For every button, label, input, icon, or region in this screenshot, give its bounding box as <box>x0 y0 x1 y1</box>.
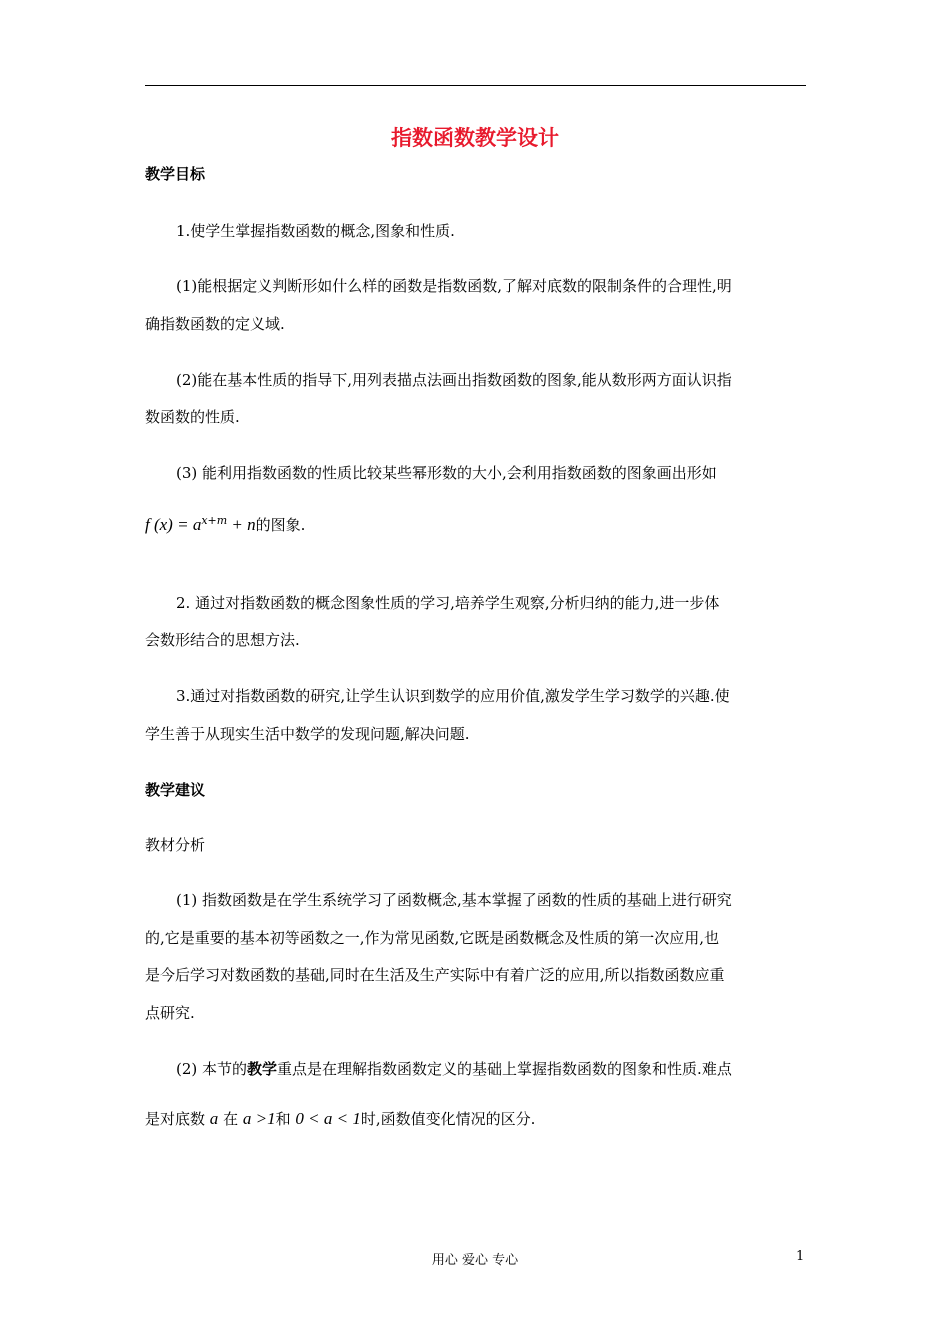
goal-2-line-1: 2. 通过对指数函数的概念图象性质的学习,培养学生观察,分析归纳的能力,进一步体 <box>176 594 720 612</box>
formula-tail: 的图象. <box>255 516 306 534</box>
formula-line <box>145 514 305 535</box>
analysis-2-text-4: 时,函数值变化情况的区分. <box>360 1110 536 1128</box>
page-footer: 用心 爱心 专心 <box>431 1253 519 1268</box>
page-number: 1 <box>796 1249 805 1264</box>
analysis-2-line-2 <box>145 1108 535 1129</box>
goal-2-line-2: 会数形结合的思想方法. <box>145 631 300 649</box>
analysis-1-line-2: 的,它是重要的基本初等函数之一,作为常见函数,它既是函数概念及性质的第一次应用,也 <box>145 929 720 947</box>
goal-1-1-line-1: (1)能根据定义判断形如什么样的函数是指数函数,了解对底数的限制条件的合理性,明 <box>176 277 732 295</box>
goal-1-2-line-1: (2)能在基本性质的指导下,用列表描点法画出指数函数的图象,能从数形两方面认识指 <box>176 371 732 389</box>
goal-3-line-1: 3.通过对指数函数的研究,让学生认识到数学的应用价值,激发学生学习数学的兴趣.使 <box>176 687 730 705</box>
subheading-material-analysis: 教材分析 <box>145 836 206 854</box>
analysis-1-line-1: (1) 指数函数是在学生系统学习了函数概念,基本掌握了函数的性质的基础上进行研究 <box>176 891 732 909</box>
analysis-2-prefix: (2) 本节的 <box>176 1060 248 1078</box>
formula-exponent: x+m <box>201 514 228 527</box>
goal-3-line-2: 学生善于从现实生活中数学的发现问题,解决问题. <box>145 725 470 743</box>
goal-1-3-line-1: (3) 能利用指数函数的性质比较某些幂形数的大小,会利用指数函数的图象画出形如 <box>176 464 717 482</box>
goal-1-2-line-2: 数函数的性质. <box>145 408 240 426</box>
goal-1: 1.使学生掌握指数函数的概念,图象和性质. <box>176 222 455 240</box>
formula-rhs: + n <box>227 515 256 534</box>
base-a: a <box>209 1109 219 1128</box>
analysis-2-text-1: 是对底数 <box>145 1110 206 1128</box>
analysis-1-line-4: 点研究. <box>145 1004 195 1022</box>
document-title: 指数函数教学设计 <box>391 126 559 150</box>
analysis-2-text-3: 和 <box>275 1110 291 1128</box>
analysis-2-line-1 <box>176 1058 732 1079</box>
header-rule <box>145 85 806 86</box>
formula-lhs: f (x) = a <box>145 515 202 534</box>
analysis-2-bold: 教学 <box>247 1060 278 1078</box>
condition-a-gt-1: a >1 <box>242 1109 276 1128</box>
analysis-2-rest: 重点是在理解指数函数定义的基础上掌握指数函数的图象和性质.难点 <box>277 1060 732 1078</box>
condition-0-lt-a-lt-1: 0 < a < 1 <box>295 1109 361 1128</box>
analysis-1-line-3: 是今后学习对数函数的基础,同时在生活及生产实际中有着广泛的应用,所以指数函数应重 <box>145 966 725 984</box>
section-heading-suggestions: 教学建议 <box>145 781 206 799</box>
analysis-2-text-2: 在 <box>223 1110 239 1128</box>
goal-1-1-line-2: 确指数函数的定义域. <box>145 315 285 333</box>
section-heading-goals: 教学目标 <box>145 165 206 183</box>
